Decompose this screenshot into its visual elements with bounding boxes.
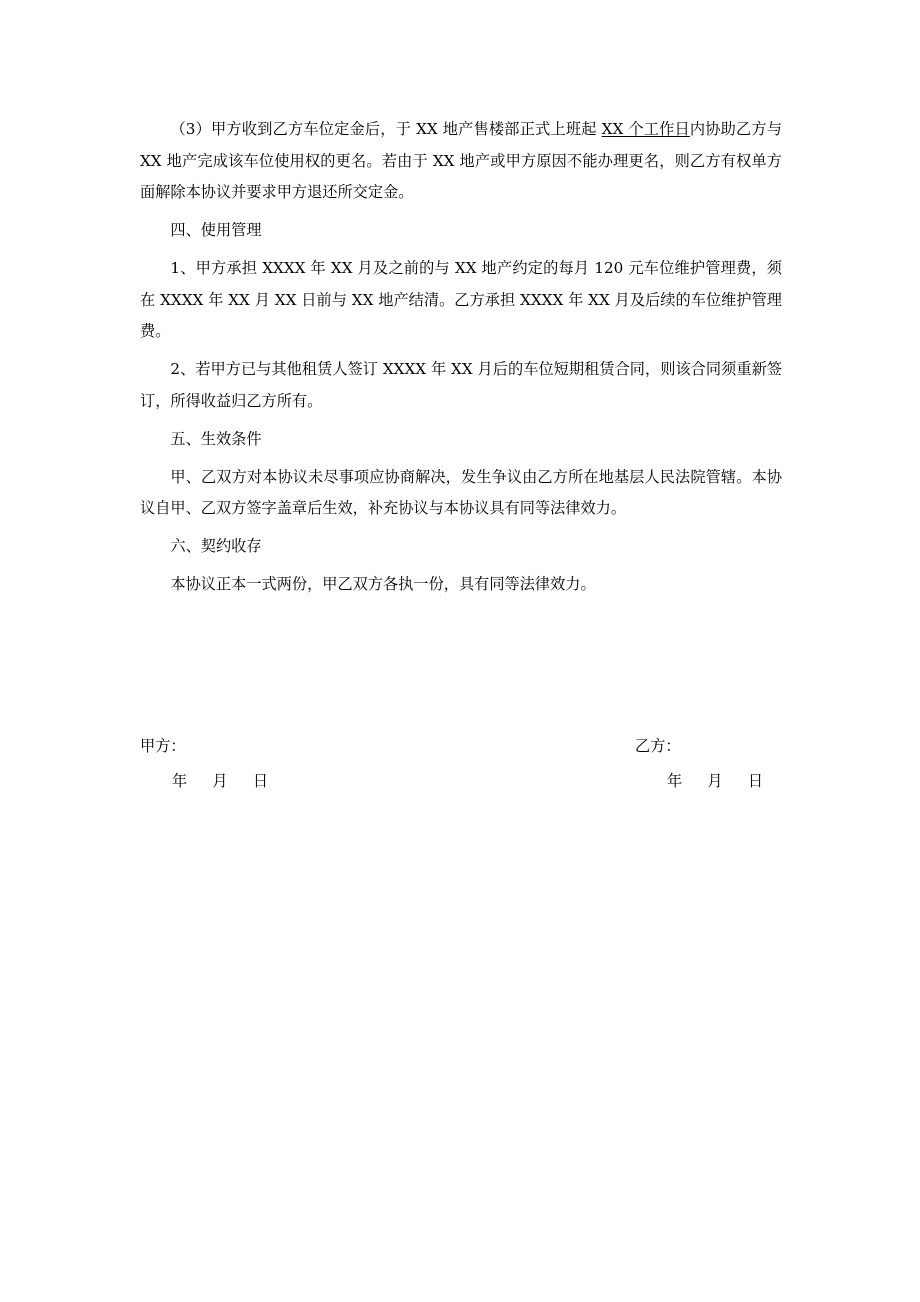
clause-3-text-start: （3）甲方收到乙方车位定金后，于 XX 地产售楼部正式上班起 xyxy=(170,120,602,138)
section-4-item-1: 1、甲方承担 XXXX 年 XX 月及之前的与 XX 地产约定的每月 120 元车位维护管理费，须在 XXXX 年 XX 月 XX 日前与 XX 地产结清。乙方承担 XXXX 年 XX 月及后续的车位维护管理费。 xyxy=(140,259,782,340)
clause-3-underlined-term: XX 个工作日 xyxy=(601,120,690,138)
section-6-heading: 六、契约收存 xyxy=(170,537,262,555)
clause-3-paragraph xyxy=(140,114,782,209)
party-a-signature-label: 甲方： xyxy=(140,737,186,755)
party-a-date-month: 月 xyxy=(212,772,228,790)
section-4-heading: 四、使用管理 xyxy=(170,221,262,239)
party-a-date-year: 年 xyxy=(172,772,188,790)
section-4-item-2: 2、若甲方已与其他租赁人签订 XXXX 年 XX 月后的车位短期租赁合同，则该合同须重新签订，所得收益归乙方所有。 xyxy=(140,360,782,410)
party-b-date xyxy=(667,771,763,791)
section-5-heading: 五、生效条件 xyxy=(170,429,262,448)
party-b-signature-label: 乙方： xyxy=(635,737,681,755)
section-5-text: 甲、乙双方对本协议未尽事项应协商解决，发生争议由乙方所在地基层人民法院管辖。本协议自甲、乙双方签字盖章后生效，补充协议与本协议具有同等法律效力。 xyxy=(140,467,782,517)
clause-3-text-end: 内协助乙方与 XX 地产完成该车位使用权的更名。若由于 XX 地产或甲方原因不能办理更名，则乙方有权单方面解除本协议并要求甲方退还所交定金。 xyxy=(140,120,783,201)
party-b-date-day: 日 xyxy=(747,772,763,790)
section-6-text: 本协议正本一式两份，甲乙双方各执一份，具有同等法律效力。 xyxy=(170,575,596,593)
party-b-date-year: 年 xyxy=(667,772,683,790)
party-a-date-day: 日 xyxy=(252,772,268,790)
agreement-body xyxy=(140,114,782,607)
party-a-date xyxy=(172,771,268,791)
party-b-date-month: 月 xyxy=(707,772,723,790)
